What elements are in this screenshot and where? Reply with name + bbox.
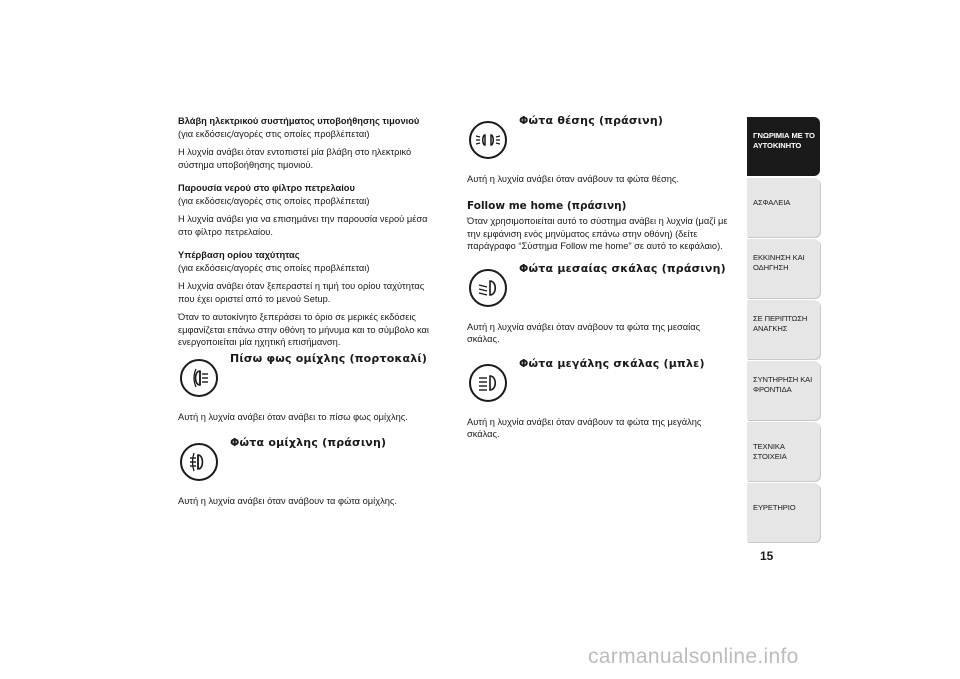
rear-fog-block bbox=[178, 353, 440, 403]
rear-fog-text: Αυτή η λυχνία ανάβει όταν ανάβει το πίσω φως ομίχλης. bbox=[178, 411, 408, 422]
front-fog-light-icon bbox=[180, 443, 218, 481]
tab-label: ΕΚΚΙΝΗΣΗ ΚΑΙ bbox=[753, 253, 805, 262]
tab-emergency[interactable] bbox=[747, 300, 820, 359]
low-beam-block bbox=[467, 263, 733, 313]
availability-note: (για εκδόσεις/αγορές στις οποίες προβλέπεται) bbox=[178, 128, 370, 139]
right-column bbox=[467, 115, 733, 441]
tab-label: ΟΔΗΓΗΣΗ bbox=[753, 263, 789, 272]
section-title-water-in-fuel: Παρουσία νερού στο φίλτρο πετρελαίου bbox=[178, 183, 355, 193]
tab-starting-driving[interactable] bbox=[747, 239, 820, 298]
position-lights-icon bbox=[469, 121, 507, 159]
availability-note: (για εκδόσεις/αγορές στις οποίες προβλέπεται) bbox=[178, 195, 370, 206]
fog-title: Φώτα ομίχλης (πράσινη) bbox=[230, 436, 387, 449]
position-lights-text: Αυτή η λυχνία ανάβει όταν ανάβουν τα φώτα θέσης. bbox=[467, 174, 679, 184]
tab-label: ΦΡΟΝΤΙΔΑ bbox=[753, 385, 792, 394]
low-beam-text: Αυτή η λυχνία ανάβει όταν ανάβουν τα φώτα της μεσαίας σκάλας. bbox=[467, 321, 701, 344]
low-beam-icon bbox=[469, 269, 507, 307]
page-number: 15 bbox=[760, 549, 774, 563]
tab-technical-data[interactable] bbox=[747, 422, 820, 481]
rear-fog-light-icon bbox=[180, 359, 218, 397]
high-beam-title: Φώτα μεγάλης σκάλας (μπλε) bbox=[519, 356, 705, 370]
fog-block bbox=[178, 437, 440, 487]
tab-index[interactable] bbox=[747, 483, 820, 542]
fog-text: Αυτή η λυχνία ανάβει όταν ανάβουν τα φώτα ομίχλης. bbox=[178, 496, 397, 506]
tab-safety[interactable] bbox=[747, 178, 820, 237]
chapter-sidebar bbox=[747, 117, 820, 544]
follow-me-home-text: Όταν χρησιμοποιείται αυτό το σύστημα ανάβει η λυχνία (μαζί με την εμφάνιση ενός μηνύματος επάνω στην οθόνη) (δείτε παράγραφο “Σύστημα Follow me home” σε αυτό το κεφάλαιο). bbox=[467, 216, 728, 251]
high-beam-block bbox=[467, 358, 733, 408]
high-beam-icon bbox=[469, 364, 507, 402]
tab-label: ΑΣΦΑΛΕΙΑ bbox=[753, 198, 791, 207]
section-text: Η λυχνία ανάβει για να επισημάνει την παρουσία νερού μέσα στο φίλτρο πετρελαίου. bbox=[178, 214, 428, 237]
high-beam-text: Αυτή η λυχνία ανάβει όταν ανάβουν τα φώτα της μεγάλης σκάλας. bbox=[467, 416, 702, 439]
section-title-power-steering-fault: Βλάβη ηλεκτρικού συστήματος υποβοήθησης τιμονιού bbox=[178, 116, 420, 126]
position-lights-title: Φώτα θέσης (πράσινη) bbox=[519, 114, 664, 127]
section-text: Η λυχνία ανάβει όταν εντοπιστεί μία βλάβη στο ηλεκτρικό σύστημα υποβοήθησης τιμονιού. bbox=[178, 147, 412, 170]
section-text: Όταν το αυτοκίνητο ξεπεράσει το όριο σε μερικές εκδόσεις εμφανίζεται επάνω στην οθόνη το μήνυμα και το σύμβολο και ενεργοποιείται μία ηχητική επισήμανση. bbox=[178, 312, 429, 347]
tab-label: ΤΕΧΝΙΚΑ ΣΤΟΙΧΕΙΑ bbox=[753, 442, 787, 461]
tab-maintenance[interactable] bbox=[747, 361, 820, 420]
section-text: Η λυχνία ανάβει όταν ξεπεραστεί η τιμή του ορίου ταχύτητας που έχει οριστεί από το μενού Setup. bbox=[178, 281, 425, 304]
tab-label: ΓΝΩΡΙΜΙΑ ΜΕ ΤΟ bbox=[753, 131, 815, 140]
watermark-text: carmanualsonline.info bbox=[588, 645, 799, 668]
position-lights-block bbox=[467, 115, 733, 165]
low-beam-title: Φώτα μεσαίας σκάλας (πράσινη) bbox=[519, 261, 726, 275]
rear-fog-title: Πίσω φως ομίχλης (πορτοκαλί) bbox=[230, 351, 428, 365]
left-column bbox=[178, 115, 440, 508]
tab-label: ΕΥΡΕΤΗΡΙΟ bbox=[753, 503, 796, 512]
tab-label: ΑΥΤΟΚΙΝΗΤΟ bbox=[753, 141, 802, 150]
section-title-speed-limit: Υπέρβαση ορίου ταχύτητας bbox=[178, 250, 300, 260]
tab-label: ΣΥΝΤΗΡΗΣΗ ΚΑΙ bbox=[753, 375, 813, 384]
tab-getting-to-know[interactable] bbox=[747, 117, 820, 176]
tab-label: ΑΝΑΓΚΗΣ bbox=[753, 324, 788, 333]
tab-label: ΣΕ ΠΕΡΙΠΤΩΣΗ bbox=[753, 314, 808, 323]
availability-note: (για εκδόσεις/αγορές στις οποίες προβλέπεται) bbox=[178, 262, 370, 273]
follow-me-home-title: Follow me home (πράσινη) bbox=[467, 199, 627, 212]
